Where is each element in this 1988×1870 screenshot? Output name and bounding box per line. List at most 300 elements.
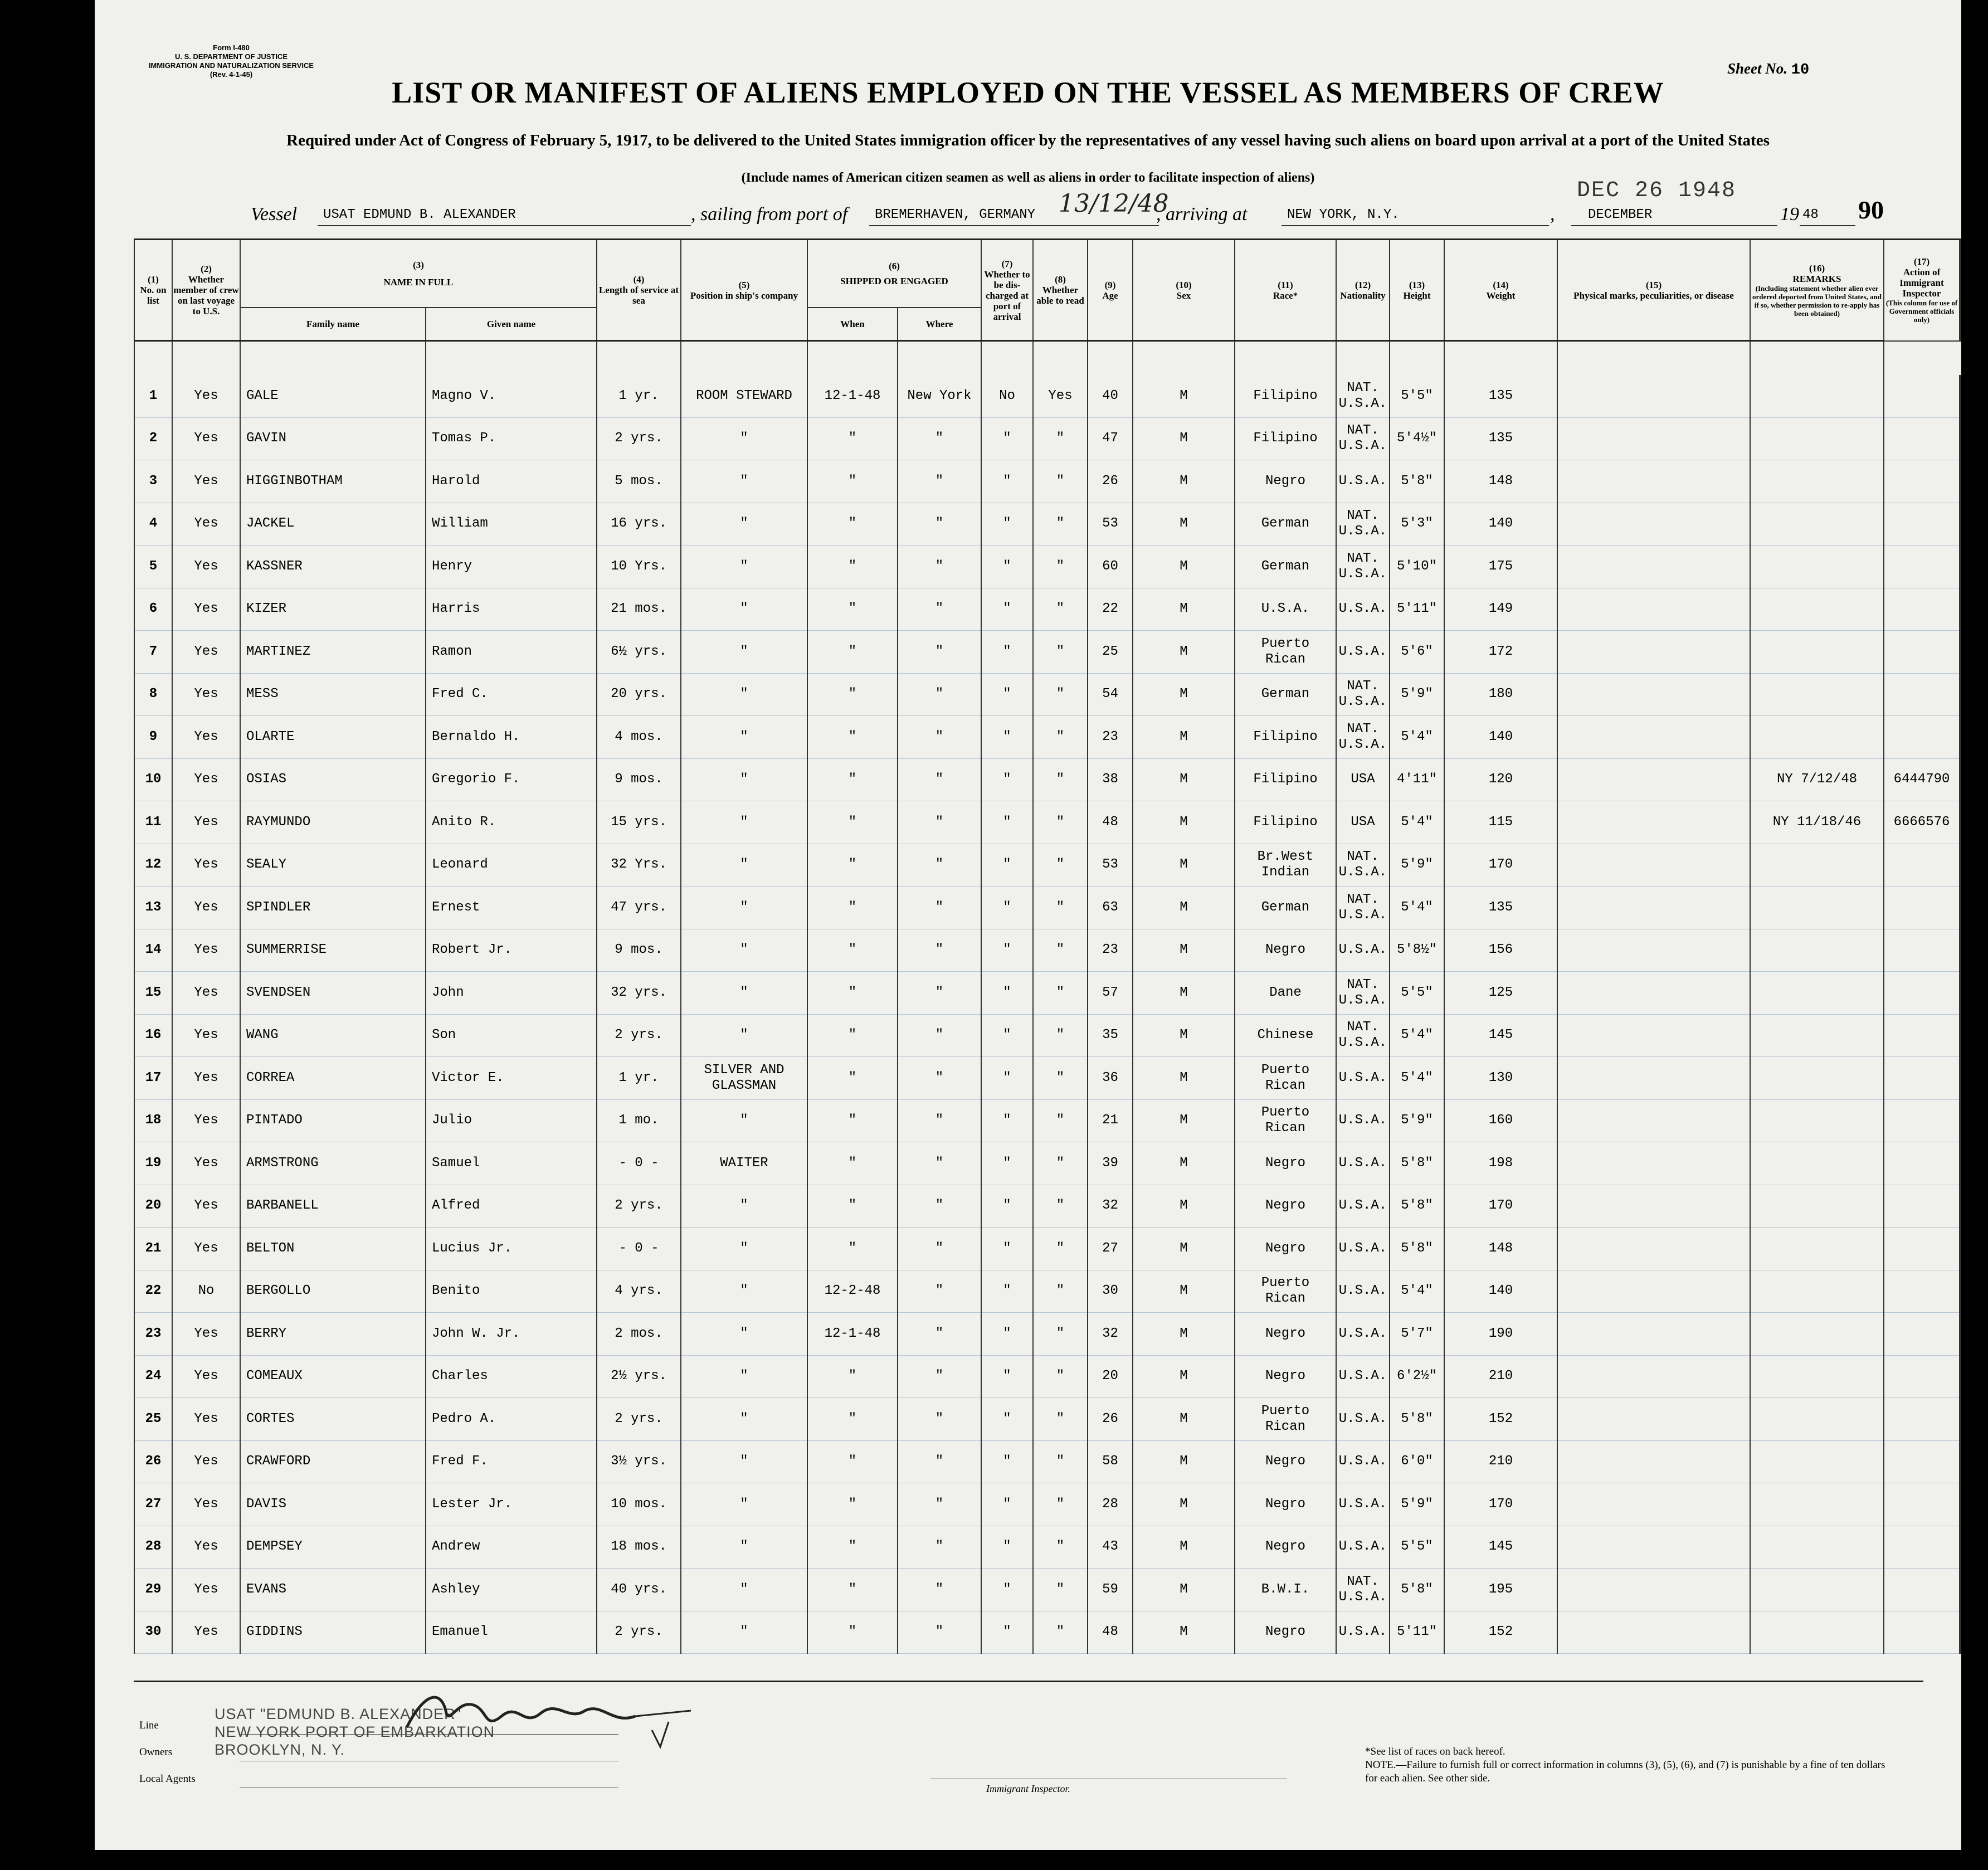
age-cell: 57 [1088,972,1133,1015]
physical-marks-cell [1557,801,1750,844]
col-position-header: (5) Position in ship's company [681,240,807,341]
family-name-cell: PINTADO [240,1099,426,1142]
weight-cell: 172 [1444,631,1557,674]
year-suffix: 48 [1802,207,1819,222]
table-row [134,887,1961,929]
weight-cell: 125 [1444,972,1557,1015]
margin-cell [1960,1355,1961,1398]
weight-cell: 152 [1444,1398,1557,1441]
col-age-header: (9) Age [1088,240,1133,341]
age-cell: 30 [1088,1270,1133,1313]
shipped-where-cell: " [898,460,981,503]
discharged-cell: " [981,1611,1033,1654]
nationality-cell: U.S.A. [1336,1185,1390,1228]
last-voyage-cell: Yes [172,1057,240,1100]
sex-cell: M [1133,1398,1235,1441]
discharged-cell: " [981,1526,1033,1569]
margin-cell [1960,758,1961,801]
able-to-read-cell: " [1033,1099,1088,1142]
margin-cell [1960,1526,1961,1569]
family-name-cell: DEMPSEY [240,1526,426,1569]
length-of-service-cell: 40 yrs. [597,1569,681,1611]
length-of-service-cell: 2 yrs. [597,1398,681,1441]
sex-cell: M [1133,1228,1235,1270]
able-to-read-cell: " [1033,1398,1088,1441]
year-prefix: 19 [1780,204,1799,225]
shipped-where-cell: " [898,1526,981,1569]
remarks-cell [1750,716,1884,759]
nationality-cell: U.S.A. [1336,1142,1390,1185]
length-of-service-cell: 1 yr. [597,1057,681,1100]
age-cell: 21 [1088,1099,1133,1142]
row-number-cell: 6 [134,588,172,631]
height-cell: 5'9" [1390,844,1444,887]
age-cell: 20 [1088,1355,1133,1398]
shipped-where-cell: " [898,503,981,546]
margin-cell [1960,1228,1961,1270]
sex-cell: M [1133,1142,1235,1185]
sex-cell: M [1133,503,1235,546]
physical-marks-cell [1557,1142,1750,1185]
age-cell: 28 [1088,1483,1133,1526]
physical-marks-cell [1557,1440,1750,1483]
age-cell: 38 [1088,758,1133,801]
remarks-cell [1750,1398,1884,1441]
discharged-cell: " [981,801,1033,844]
last-voyage-cell: Yes [172,546,240,588]
age-cell: 22 [1088,588,1133,631]
row-number-cell: 26 [134,1440,172,1483]
margin-cell [1960,1142,1961,1185]
height-cell: 6'2½" [1390,1355,1444,1398]
nationality-cell: U.S.A. [1336,631,1390,674]
margin-cell [1960,460,1961,503]
row-number-cell: 14 [134,929,172,972]
weight-cell: 156 [1444,929,1557,972]
remarks-cell [1750,460,1884,503]
remarks-cell [1750,1228,1884,1270]
weight-cell: 135 [1444,887,1557,929]
nationality-cell: NAT. U.S.A. [1336,375,1390,417]
family-name-cell: ARMSTRONG [240,1142,426,1185]
table-row [134,503,1961,546]
row-number-cell: 15 [134,972,172,1015]
given-name-cell: Benito [426,1270,597,1313]
shipped-when-cell: " [807,1185,898,1228]
row-number-cell: 27 [134,1483,172,1526]
col-marks-header: (15) Physical marks, peculiarities, or disease [1557,240,1750,341]
margin-cell [1960,972,1961,1015]
race-cell: Negro [1235,1142,1336,1185]
shipped-when-cell: " [807,844,898,887]
handwritten-date: 13/12/48 [1059,189,1169,218]
weight-cell: 152 [1444,1611,1557,1654]
family-name-cell: BELTON [240,1228,426,1270]
inspector-action-cell [1884,844,1960,887]
nationality-cell: NAT. U.S.A. [1336,503,1390,546]
shipped-where-cell: " [898,1569,981,1611]
sex-cell: M [1133,1355,1235,1398]
weight-cell: 135 [1444,417,1557,460]
last-voyage-cell: Yes [172,1099,240,1142]
race-cell: German [1235,887,1336,929]
last-voyage-cell: Yes [172,1142,240,1185]
remarks-cell [1750,1526,1884,1569]
remarks-cell [1750,1569,1884,1611]
margin-cell [1960,1440,1961,1483]
given-name-cell: Harold [426,460,597,503]
family-name-cell: WANG [240,1014,426,1057]
shipped-when-cell: " [807,588,898,631]
table-row [134,1014,1961,1057]
physical-marks-cell [1557,1355,1750,1398]
manifest-sheet [95,0,1961,1850]
age-cell: 25 [1088,631,1133,674]
family-name-cell: OSIAS [240,758,426,801]
col-read-header: (8) Whether able to read [1033,240,1088,341]
shipped-where-cell: " [898,1440,981,1483]
inspector-action-cell [1884,1270,1960,1313]
table-row [134,1185,1961,1228]
race-cell: German [1235,546,1336,588]
length-of-service-cell: 15 yrs. [597,801,681,844]
sex-cell: M [1133,1611,1235,1654]
position-cell: " [681,460,807,503]
discharged-cell: " [981,1185,1033,1228]
table-row [134,460,1961,503]
discharged-cell: " [981,1483,1033,1526]
shipped-where-cell: " [898,929,981,972]
able-to-read-cell: Yes [1033,375,1088,417]
col-nationality-header: (12) Nationality [1336,240,1390,341]
inspector-action-cell [1884,1483,1960,1526]
discharged-cell: " [981,1398,1033,1441]
race-cell: Br.West Indian [1235,844,1336,887]
shipped-where-cell: " [898,1185,981,1228]
last-voyage-cell: Yes [172,972,240,1015]
inspector-action-cell [1884,631,1960,674]
nationality-cell: NAT. U.S.A. [1336,546,1390,588]
shipped-where-cell: " [898,546,981,588]
height-cell: 5'4" [1390,801,1444,844]
able-to-read-cell: " [1033,631,1088,674]
shipped-when-cell: " [807,972,898,1015]
physical-marks-cell [1557,417,1750,460]
race-cell: Negro [1235,929,1336,972]
row-number-cell: 25 [134,1398,172,1441]
shipped-where-cell: " [898,1611,981,1654]
physical-marks-cell [1557,1270,1750,1313]
weight-cell: 210 [1444,1355,1557,1398]
page-title: LIST OR MANIFEST OF ALIENS EMPLOYED ON THE VESSEL AS MEMBERS OF CREW [392,76,1664,109]
physical-marks-cell [1557,588,1750,631]
sex-cell: M [1133,1313,1235,1356]
given-name-cell: Samuel [426,1142,597,1185]
family-name-cell: GALE [240,375,426,417]
discharged-cell: " [981,1014,1033,1057]
given-name-cell: Pedro A. [426,1398,597,1441]
discharged-cell: " [981,758,1033,801]
col-service-header: (4) Length of service at sea [597,240,681,341]
given-name-cell: Fred F. [426,1440,597,1483]
margin-cell [1960,1569,1961,1611]
remarks-cell [1750,375,1884,417]
family-name-cell: CORTES [240,1398,426,1441]
length-of-service-cell: 2½ yrs. [597,1355,681,1398]
shipped-where-cell: " [898,1014,981,1057]
col-last-voyage-header: (2) Whether member of crew on last voyage to U.S. [172,240,240,341]
length-of-service-cell: 2 yrs. [597,1185,681,1228]
table-row [134,673,1961,716]
age-cell: 36 [1088,1057,1133,1100]
discharged-cell: " [981,716,1033,759]
physical-marks-cell [1557,844,1750,887]
nationality-cell: NAT. U.S.A. [1336,716,1390,759]
sheet-number: Sheet No. 10 [1727,60,1810,79]
given-name-cell: Tomas P. [426,417,597,460]
able-to-read-cell: " [1033,972,1088,1015]
race-cell: Filipino [1235,716,1336,759]
able-to-read-cell: " [1033,758,1088,801]
length-of-service-cell: 3½ yrs. [597,1440,681,1483]
physical-marks-cell [1557,972,1750,1015]
remarks-cell [1750,1185,1884,1228]
discharged-cell: " [981,844,1033,887]
col-family-name-header: Family name [240,308,426,341]
row-number-cell: 8 [134,673,172,716]
nationality-cell: U.S.A. [1336,1228,1390,1270]
position-cell: " [681,503,807,546]
remarks-cell [1750,1270,1884,1313]
last-voyage-cell: Yes [172,460,240,503]
margin-column [1960,240,1961,341]
margin-cell [1960,673,1961,716]
shipped-where-cell: " [898,1313,981,1356]
sex-cell: M [1133,1569,1235,1611]
last-voyage-cell: Yes [172,844,240,887]
given-name-cell: Henry [426,546,597,588]
family-name-cell: BERGOLLO [240,1270,426,1313]
height-cell: 6'0" [1390,1440,1444,1483]
discharged-cell: " [981,503,1033,546]
inspector-action-cell [1884,1099,1960,1142]
nationality-cell: USA [1336,801,1390,844]
col-height-header: (13) Height [1390,240,1444,341]
agent-stamp: USAT "EDMUND B. ALEXANDER" NEW YORK PORT OF EMBARKATION BROOKLYN, N. Y. [215,1706,495,1758]
arrival-month: DECEMBER [1588,207,1653,222]
sex-cell: M [1133,929,1235,972]
nationality-cell: U.S.A. [1336,1398,1390,1441]
inspector-action-cell [1884,1611,1960,1654]
length-of-service-cell: 2 yrs. [597,1611,681,1654]
height-cell: 5'5" [1390,1526,1444,1569]
sex-cell: M [1133,546,1235,588]
col-given-name-header: Given name [426,308,597,341]
col-action-header: (17) Action of Immigrant Inspector (This column for use of Government officials only) [1884,240,1960,341]
given-name-cell: Anito R. [426,801,597,844]
shipped-where-cell: " [898,1142,981,1185]
remarks-cell [1750,1142,1884,1185]
discharged-cell: " [981,1440,1033,1483]
table-row [134,1057,1961,1100]
family-name-cell: CRAWFORD [240,1440,426,1483]
able-to-read-cell: " [1033,1270,1088,1313]
age-cell: 48 [1088,1611,1133,1654]
length-of-service-cell: 9 mos. [597,929,681,972]
discharged-cell: " [981,546,1033,588]
last-voyage-cell: Yes [172,1014,240,1057]
last-voyage-cell: Yes [172,588,240,631]
col-remarks-header: (16) REMARKS (Including statement whether alien ever ordered deported from United States, and if so, whether permission to re-apply has been obtained) [1750,240,1884,341]
race-cell: Negro [1235,1228,1336,1270]
physical-marks-cell [1557,1014,1750,1057]
row-number-cell: 29 [134,1569,172,1611]
row-number-cell: 2 [134,417,172,460]
last-voyage-cell: Yes [172,417,240,460]
weight-cell: 170 [1444,844,1557,887]
height-cell: 5'4" [1390,1270,1444,1313]
position-cell: " [681,758,807,801]
table-row [134,929,1961,972]
race-cell: German [1235,503,1336,546]
position-cell: " [681,1014,807,1057]
physical-marks-cell [1557,1057,1750,1100]
family-name-cell: HIGGINBOTHAM [240,460,426,503]
race-cell: Negro [1235,460,1336,503]
shipped-when-cell: " [807,1142,898,1185]
position-cell: " [681,1398,807,1441]
age-cell: 32 [1088,1185,1133,1228]
sex-cell: M [1133,1440,1235,1483]
length-of-service-cell: 6½ yrs. [597,631,681,674]
length-of-service-cell: 1 mo. [597,1099,681,1142]
discharged-cell: No [981,375,1033,417]
shipped-when-cell: " [807,1355,898,1398]
sex-cell: M [1133,1057,1235,1100]
margin-cell [1960,1398,1961,1441]
family-name-cell: GAVIN [240,417,426,460]
remarks-cell [1750,417,1884,460]
row-number-cell: 17 [134,1057,172,1100]
discharged-cell: " [981,631,1033,674]
height-cell: 5'8" [1390,1185,1444,1228]
shipped-where-cell: " [898,844,981,887]
table-row [134,1483,1961,1526]
page-number: 90 [1858,196,1884,224]
sex-cell: M [1133,1099,1235,1142]
shipped-when-cell: " [807,1611,898,1654]
col-shipped-header: (6) SHIPPED OR ENGAGED [807,240,981,308]
requirement-text: Required under Act of Congress of February 5, 1917, to be delivered to the United States immigration officer by the representatives of any vessel having such aliens on board upon arrival at a port of the United States [286,132,1770,149]
sex-cell: M [1133,1185,1235,1228]
row-number-cell: 18 [134,1099,172,1142]
family-name-cell: BERRY [240,1313,426,1356]
given-name-cell: Ernest [426,887,597,929]
inspector-action-cell [1884,887,1960,929]
race-cell: Dane [1235,972,1336,1015]
remarks-cell [1750,673,1884,716]
table-row [134,546,1961,588]
discharged-cell: " [981,1355,1033,1398]
able-to-read-cell: " [1033,1014,1088,1057]
sex-cell: M [1133,801,1235,844]
weight-cell: 198 [1444,1142,1557,1185]
given-name-cell: Victor E. [426,1057,597,1100]
able-to-read-cell: " [1033,1355,1088,1398]
race-cell: Puerto Rican [1235,1057,1336,1100]
col-weight-header: (14) Weight [1444,240,1557,341]
table-row [134,1270,1961,1313]
signature [390,1677,702,1750]
discharged-cell: " [981,1270,1033,1313]
weight-cell: 149 [1444,588,1557,631]
margin-cell [1960,1099,1961,1142]
family-name-cell: DAVIS [240,1483,426,1526]
discharged-cell: " [981,1569,1033,1611]
race-cell: German [1235,673,1336,716]
length-of-service-cell: 2 yrs. [597,417,681,460]
inspector-action-cell [1884,1185,1960,1228]
given-name-cell: Julio [426,1099,597,1142]
physical-marks-cell [1557,1398,1750,1441]
given-name-cell: Emanuel [426,1611,597,1654]
able-to-read-cell: " [1033,503,1088,546]
physical-marks-cell [1557,546,1750,588]
family-name-cell: RAYMUNDO [240,801,426,844]
length-of-service-cell: 16 yrs. [597,503,681,546]
shipped-when-cell: " [807,1099,898,1142]
age-cell: 48 [1088,801,1133,844]
inspector-action-cell [1884,716,1960,759]
race-cell: Negro [1235,1185,1336,1228]
weight-cell: 180 [1444,673,1557,716]
sex-cell: M [1133,588,1235,631]
family-name-cell: SUMMERRISE [240,929,426,972]
physical-marks-cell [1557,673,1750,716]
table-row [134,1569,1961,1611]
inspector-action-cell [1884,929,1960,972]
last-voyage-cell: Yes [172,1228,240,1270]
physical-marks-cell [1557,929,1750,972]
weight-cell: 148 [1444,1228,1557,1270]
position-cell: " [681,972,807,1015]
remarks-cell [1750,844,1884,887]
shipped-when-cell: 12-1-48 [807,1313,898,1356]
remarks-cell [1750,1483,1884,1526]
height-cell: 5'11" [1390,1611,1444,1654]
shipped-when-cell: " [807,417,898,460]
row-number-cell: 10 [134,758,172,801]
position-cell: " [681,1569,807,1611]
row-number-cell: 7 [134,631,172,674]
col-discharged-header: (7) Whether to be dis-charged at port of arrival [981,240,1033,341]
position-cell: " [681,1270,807,1313]
height-cell: 5'4½" [1390,417,1444,460]
nationality-cell: U.S.A. [1336,1611,1390,1654]
sex-cell: M [1133,460,1235,503]
date-stamp: DEC 26 1948 [1577,178,1737,203]
height-cell: 5'9" [1390,1099,1444,1142]
able-to-read-cell: " [1033,929,1088,972]
given-name-cell: Alfred [426,1185,597,1228]
inspector-action-cell [1884,375,1960,417]
row-number-cell: 12 [134,844,172,887]
shipped-when-cell: 12-2-48 [807,1270,898,1313]
last-voyage-cell: Yes [172,716,240,759]
table-row [134,972,1961,1015]
physical-marks-cell [1557,1611,1750,1654]
shipped-where-cell: " [898,1099,981,1142]
